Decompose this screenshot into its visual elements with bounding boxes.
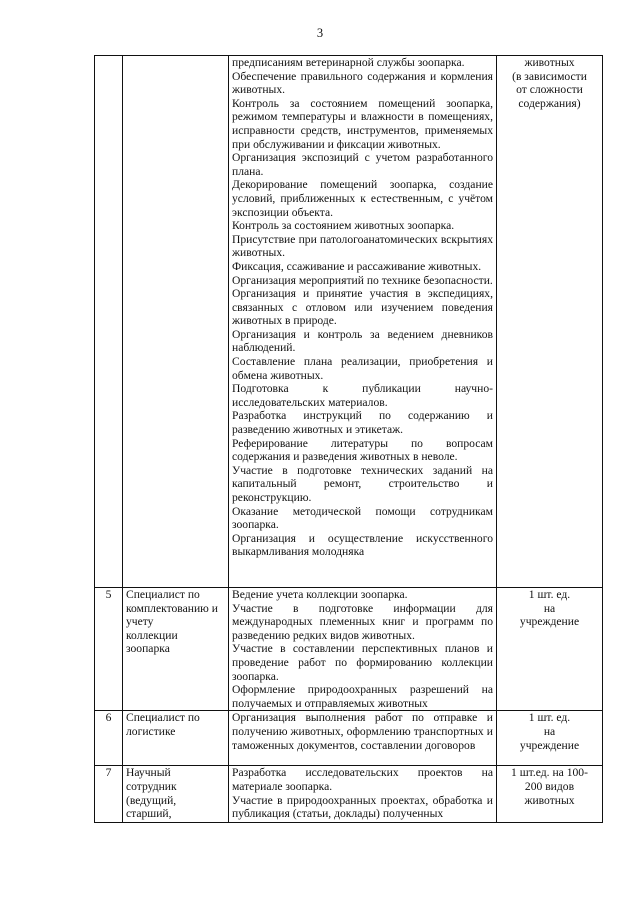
row-number: 5 (95, 588, 123, 711)
staff-units-cell (497, 766, 603, 823)
duties-cell (229, 711, 497, 766)
duty-item: Реферирование литературы по вопросам содержания и разведения животных в неволе. (232, 436, 493, 464)
duty-item: Разработка исследовательских проектов на материале зоопарка. (232, 766, 493, 793)
duty-item: Участие в природоохранных проектах, обработка и публикация (статьи, доклады) полученных (232, 793, 493, 821)
duty-item: Составление плана реализации, приобретения и обмена животных. (232, 355, 493, 382)
staff-units-text: 1 шт. ед. на учреждение (519, 588, 580, 629)
duty-item: Организация выполнения работ по отправке и получению животных, оформлению транспортных и таможенных документов, составлении договоров (232, 711, 493, 752)
position-title: Научный сотрудник (ведущий, старший, (126, 766, 177, 821)
duty-item: Контроль за состоянием животных зоопарка. (232, 219, 455, 233)
duty-item: предписаниям ветеринарной службы зоопарка. (232, 56, 465, 69)
duty-item: Организация и принятие участия в экспедициях, связанных с отловом или изучением поведения животных в природе. (232, 287, 493, 328)
staff-units-text: 1 шт.ед. на 100- 200 видов животных (511, 766, 588, 807)
row-number: 6 (95, 711, 123, 766)
table-row (95, 766, 603, 823)
duty-item: Обеспечение правильного содержания и кормления животных. (232, 69, 493, 97)
page-number: 3 (316, 26, 324, 40)
duties-cell (229, 56, 497, 588)
staff-units-cell (497, 56, 603, 588)
table-row (95, 56, 603, 588)
duties-cell (229, 588, 497, 711)
duty-item: Разработка инструкций по содержанию и разведению животных и этикетаж. (232, 409, 493, 437)
position-title: Специалист по логистике (126, 711, 200, 738)
row-number: 7 (95, 766, 123, 823)
duty-item: Контроль за состоянием помещений зоопарка, режимом температуры и влажности в помещениях, исправности средств, инструментов, применяемых при обслуживании и фиксации животных. (232, 96, 493, 151)
staff-duties-table (94, 55, 603, 823)
position-title: Специалист по комплектованию и учету коллекции зоопарка (126, 588, 218, 656)
duty-item: Участие в подготовке информации для международных племенных книг и программ по разведению редких видов животных. (232, 601, 493, 642)
position-cell (123, 56, 229, 588)
duty-item: Оказание методической помощи сотрудникам зоопарка. (232, 504, 493, 532)
duty-item: Ведение учета коллекции зоопарка. (232, 588, 408, 601)
duty-item: Участие в подготовке технических заданий на капитальный ремонт, строительство и реконструкцию. (232, 463, 493, 504)
duty-item: Организация мероприятий по технике безопасности. (232, 273, 493, 287)
table-row (95, 711, 603, 766)
row-number (95, 56, 123, 588)
duty-item: Организация экспозиций с учетом разработанного плана. (232, 151, 493, 178)
duty-item: Присутствие при патологоанатомических вскрытиях животных. (232, 232, 493, 260)
duties-cell (229, 766, 497, 823)
duty-item: Подготовка к публикации научно-исследовательских материалов. (232, 382, 493, 409)
duty-item: Организация и осуществление искусственного выкармливания молодняка (232, 531, 493, 559)
duty-item: Организация и контроль за ведением дневников наблюдений. (232, 327, 493, 355)
table-row (95, 588, 603, 711)
position-cell (123, 588, 229, 711)
staff-units-cell (497, 588, 603, 711)
duty-item: Декорирование помещений зоопарка, создание условий, приближенных к естественным, с учётом экспозиции объекта. (232, 178, 493, 219)
staff-units-cell (497, 711, 603, 766)
staff-units-text: животных (в зависимости от сложности содержания) (512, 56, 587, 110)
position-cell (123, 766, 229, 823)
position-cell (123, 711, 229, 766)
duty-item: Оформление природоохранных разрешений на получаемых и отправляемых животных (232, 683, 493, 710)
duty-item: Участие в составлении перспективных планов и проведение работ по формированию коллекции зоопарка. (232, 642, 493, 683)
staff-units-text: 1 шт. ед. на учреждение (519, 711, 580, 752)
duty-item: Фиксация, ссаживание и рассаживание животных. (232, 259, 482, 273)
